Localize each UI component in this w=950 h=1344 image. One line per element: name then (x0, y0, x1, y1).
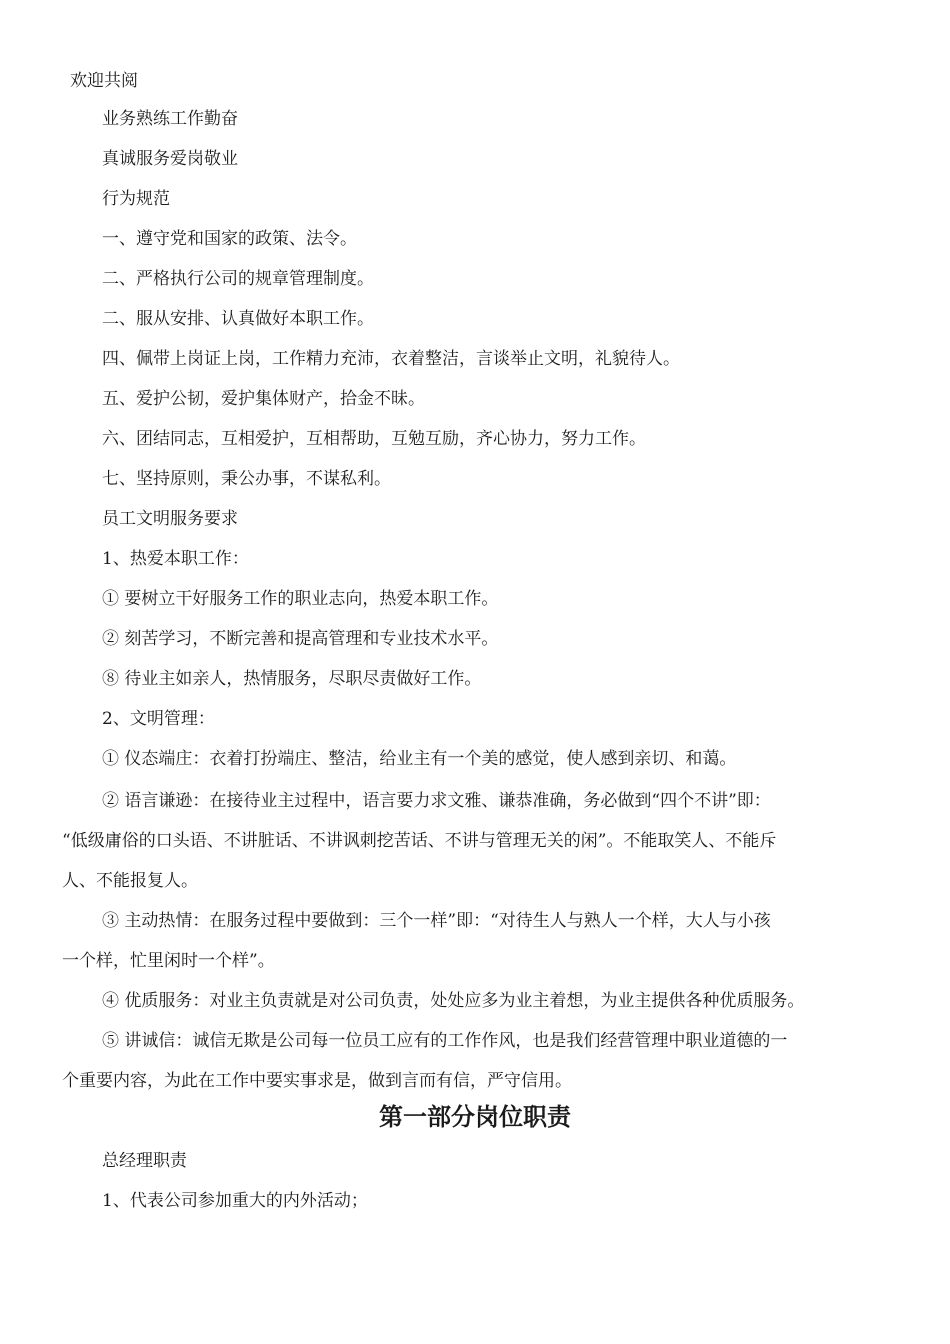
part-heading: 第一部分岗位职责 (379, 1102, 571, 1131)
section-title: 行为规范 (102, 189, 170, 209)
paragraph-line: 一个样，忙里闲时一个样”。 (62, 951, 275, 971)
paragraph-line: 四、佩带上岗证上岗，工作精力充沛，衣着整洁，言谈举止文明，礼貌待人。 (102, 349, 680, 369)
paragraph-line: 1、热爱本职工作： (102, 549, 249, 569)
paragraph-line: 个重要内容，为此在工作中要实事求是，做到言而有信，严守信用。 (62, 1071, 572, 1091)
paragraph-line: 2、文明管理： (102, 709, 215, 729)
paragraph-line: ① 要树立干好服务工作的职业志向，热爱本职工作。 (102, 589, 499, 609)
paragraph-line: ① 仪态端庄：衣着打扮端庄、整洁，给业主有一个美的感觉，使人感到亲切、和蔼。 (102, 749, 737, 769)
section-title: 总经理职责 (102, 1151, 187, 1171)
slogan-line: 业务熟练工作勤奋 (102, 109, 238, 129)
paragraph-line: 七、坚持原则，秉公办事，不谋私利。 (102, 469, 391, 489)
paragraph-line: 一、遵守党和国家的政策、法令。 (102, 229, 357, 249)
paragraph-line: ⑤ 讲诚信：诚信无欺是公司每一位员工应有的工作作风，也是我们经营管理中职业道德的一 (102, 1031, 788, 1051)
paragraph-line: ④ 优质服务：对业主负责就是对公司负责，处处应多为业主着想，为业主提供各种优质服务。 (102, 991, 805, 1011)
paragraph-line: 1、代表公司参加重大的内外活动； (102, 1191, 368, 1211)
section-title: 员工文明服务要求 (102, 509, 238, 529)
paragraph-line: 五、爱护公韧，爱护集体财产，拾金不昧。 (102, 389, 425, 409)
paragraph-line: “低级庸俗的口头语、不讲脏话、不讲讽刺挖苦话、不讲与管理无关的闲”。不能取笑人、不能斥 (62, 831, 777, 851)
header-text: 欢迎共阅 (70, 71, 138, 91)
paragraph-line: 人、不能报复人。 (62, 871, 198, 891)
paragraph-line: ② 刻苦学习，不断完善和提高管理和专业技术水平。 (102, 629, 499, 649)
paragraph-line: 六、团结同志，互相爱护，互相帮助，互勉互励，齐心协力，努力工作。 (102, 429, 646, 449)
paragraph-line: 二、严格执行公司的规章管理制度。 (102, 269, 374, 289)
paragraph-line: ⑧ 待业主如亲人，热情服务，尽职尽责做好工作。 (102, 669, 482, 689)
slogan-line: 真诚服务爱岗敬业 (102, 149, 238, 169)
paragraph-line: 二、服从安排、认真做好本职工作。 (102, 309, 374, 329)
paragraph-line: ② 语言谦逊：在接待业主过程中，语言要力求文雅、谦恭准确，务必做到“四个不讲”即： (102, 791, 771, 811)
paragraph-line: ③ 主动热情：在服务过程中要做到：三个一样”即：“对待生人与熟人一个样，大人与小孩 (102, 911, 771, 931)
